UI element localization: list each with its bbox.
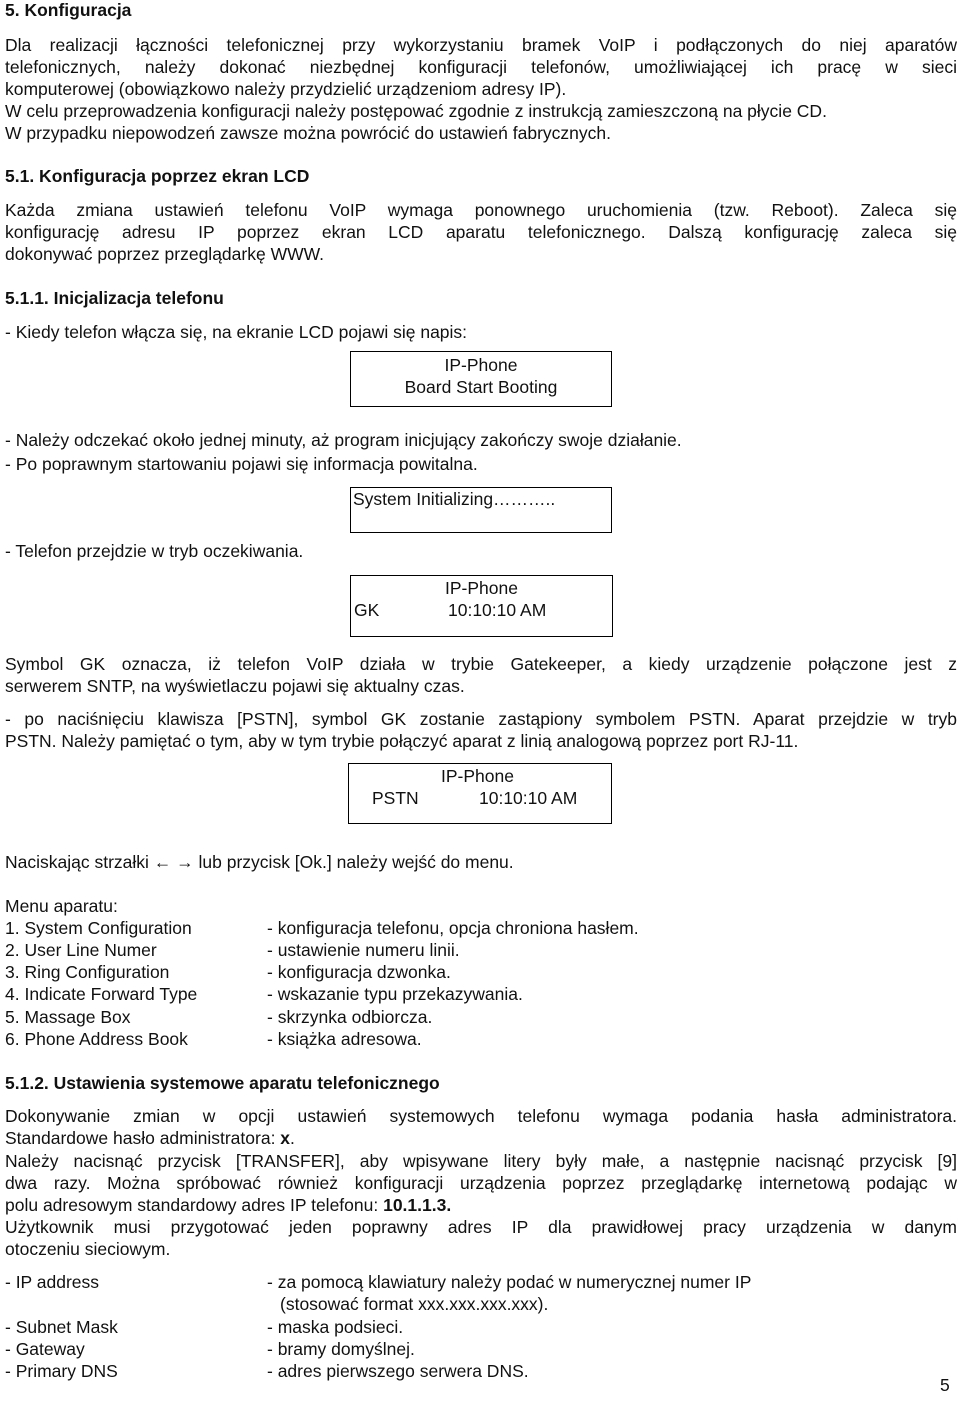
subsection-title: 5.1.1. Inicjalizacja telefonu [5,288,224,308]
intro-line: W przypadku niepowodzeń zawsze można powrócić do ustawień fabrycznych. [5,123,611,143]
param-name: - Subnet Mask [5,1317,118,1337]
intro-line: Dla realizacji łączności telefonicznej przy wykorzystaniu bramek VoIP i podłączonych do niej aparatów [5,35,957,55]
lcd-mode: GK [354,600,380,620]
admin-password-value: x [280,1128,291,1148]
paragraph-line: otoczeniu sieciowym. [5,1239,171,1259]
menu-title: Menu aparatu: [5,896,118,916]
paragraph-line: Należy nacisnąć przycisk [TRANSFER], aby wpisywane litery były małe, a następnie nacisnąć przycisk [9] [5,1151,957,1171]
param-desc: - bramy domyślnej. [267,1339,415,1359]
arrow-icons: ← → [153,852,194,872]
menu-item-desc: - ustawienie numeru linii. [267,940,460,960]
menu-item-name: 3. Ring Configuration [5,962,170,982]
menu-item-name: 5. Massage Box [5,1007,131,1027]
default-ip-line [5,1194,451,1216]
paragraph-line: - Telefon przejdzie w tryb oczekiwania. [5,541,304,561]
page-number: 5 [940,1375,950,1395]
paragraph-line: - Należy odczekać około jednej minuty, aż program inicjujący zakończy swoje działanie. [5,430,682,450]
menu-item-name: 4. Indicate Forward Type [5,984,198,1004]
paragraph-line: serwerem SNTP, na wyświetlaczu pojawi się aktualny czas. [5,676,465,696]
paragraph-line: Dokonywanie zmian w opcji ustawień systemowych telefonu wymaga podania hasła administratora. [5,1106,957,1126]
admin-password-label: Standardowe hasło administratora: [5,1128,281,1148]
menu-item-name: 1. System Configuration [5,918,192,938]
lcd-gk-screen [350,575,613,637]
paragraph-line: - Po poprawnym startowaniu pojawi się informacja powitalna. [5,454,478,474]
paragraph-line: konfigurację adresu IP poprzez ekran LCD aparatu telefonicznego. Dalszą konfigurację zaleca się [5,222,957,242]
admin-password-line [5,1127,295,1149]
default-ip-label: polu adresowym standardowy adres IP telefonu: [5,1195,384,1215]
param-desc: - adres pierwszego serwera DNS. [267,1361,529,1381]
menu-item-desc: - konfiguracja telefonu, opcja chroniona hasłem. [267,918,639,938]
nav-text-before: Naciskając strzałki [5,852,154,872]
lcd-line: System Initializing……….. [353,489,556,509]
paragraph-line: dokonywać poprzez przeglądarkę WWW. [5,244,325,264]
lcd-line: IP-Phone [444,355,518,375]
menu-item-name: 6. Phone Address Book [5,1029,188,1049]
param-name: - Gateway [5,1339,85,1359]
paragraph-line: - Kiedy telefon włącza się, na ekranie LCD pojawi się napis: [5,322,468,342]
param-desc: - maska podsieci. [267,1317,404,1337]
default-ip-value: 10.1.1.3 [383,1195,447,1215]
punctuation: . [290,1128,295,1148]
nav-text-after: lub przycisk [Ok.] należy wejść do menu. [193,852,514,872]
paragraph-line: Symbol GK oznacza, iż telefon VoIP działa w trybie Gatekeeper, a kiedy urządzenie połączone jest z [5,654,957,674]
lcd-pstn-screen [348,763,612,824]
intro-line: komputerowej (obowiązkowo należy przydzielić urządzeniom adresy IP). [5,79,567,99]
lcd-time: 10:10:10 AM [479,788,578,808]
menu-item-desc: - książka adresowa. [267,1029,422,1049]
section-title: 5. Konfiguracja [5,0,132,20]
lcd-line: IP-Phone [445,578,518,598]
param-name: - Primary DNS [5,1361,118,1381]
lcd-boot-screen [350,351,612,407]
lcd-line: Board Start Booting [404,377,558,397]
subsection-title: 5.1.2. Ustawienia systemowe aparatu telefonicznego [5,1073,440,1093]
nav-instruction [5,851,514,873]
paragraph-line: Użytkownik musi przygotować jeden poprawny adres IP dla prawidłowej pracy urządzenia w danym [5,1217,957,1237]
paragraph-line: PSTN. Należy pamiętać o tym, aby w tym trybie połączyć aparat z linią analogową poprzez port RJ-11. [5,731,799,751]
intro-line: telefonicznych, należy dokonać niezbędnej konfiguracji telefonów, umożliwiającej ich pracę w sieci [5,57,957,77]
paragraph-line: dwa razy. Można spróbować również konfiguracji urządzenia poprzez przeglądarkę internetową podając w [5,1173,957,1193]
lcd-time: 10:10:10 AM [448,600,547,620]
lcd-line: IP-Phone [441,766,514,786]
paragraph-line: - po naciśnięciu klawisza [PSTN], symbol GK zostanie zastąpiony symbolem PSTN. Aparat przejdzie w tryb [5,709,957,729]
lcd-init-screen [350,487,612,533]
intro-line: W celu przeprowadzenia konfiguracji należy postępować zgodnie z instrukcją zamieszczoną na płycie CD. [5,101,827,121]
menu-item-desc: - wskazanie typu przekazywania. [267,984,523,1004]
menu-item-desc: - skrzynka odbiorcza. [267,1007,433,1027]
punctuation: . [446,1195,452,1215]
param-desc: - za pomocą klawiatury należy podać w numerycznej numer IP [267,1272,752,1292]
paragraph-line: Każda zmiana ustawień telefonu VoIP wymaga ponownego uruchomienia (tzw. Reboot). Zaleca się [5,200,957,220]
param-name: - IP address [5,1272,100,1292]
lcd-mode: PSTN [372,788,419,808]
subsection-title: 5.1. Konfiguracja poprzez ekran LCD [5,166,310,186]
menu-item-name: 2. User Line Numer [5,940,157,960]
param-desc: (stosować format xxx.xxx.xxx.xxx). [280,1294,549,1314]
menu-item-desc: - konfiguracja dzwonka. [267,962,451,982]
